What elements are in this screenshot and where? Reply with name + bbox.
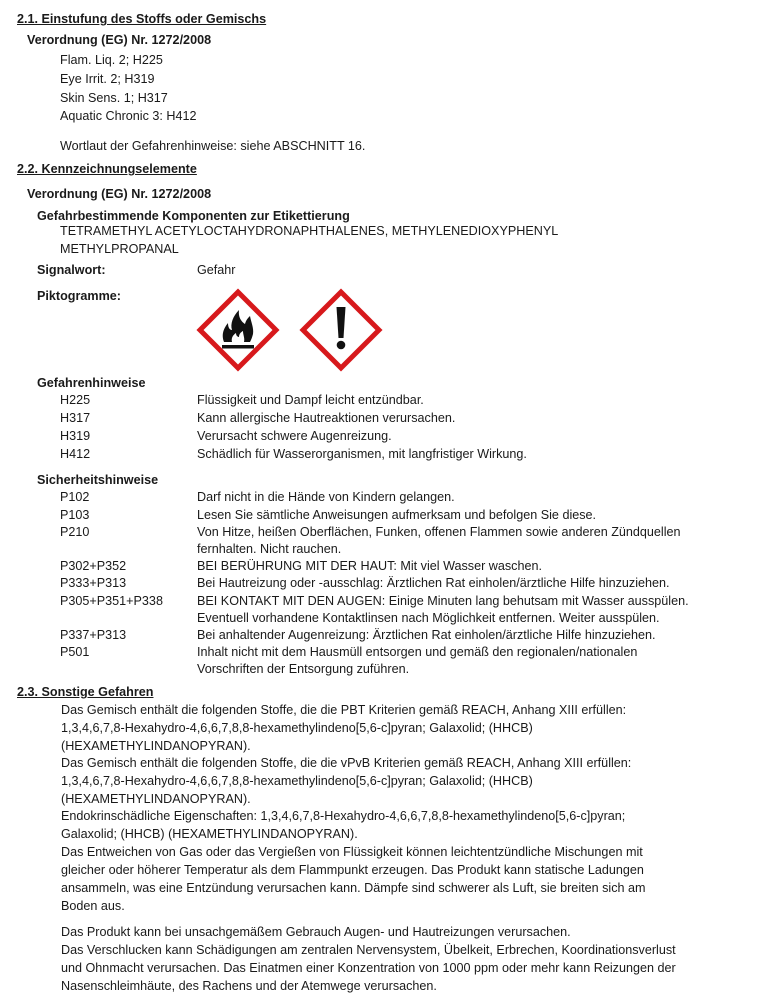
precaution-code: P333+P313 [60, 576, 127, 590]
precaution-text: fernhalten. Nicht rauchen. [197, 542, 342, 556]
precaution-code: P102 [60, 490, 90, 504]
components-line: TETRAMETHYL ACETYLOCTAHYDRONAPHTHALENES, METHYLENEDIOXYPHENYL [60, 224, 559, 238]
signal-word-value: Gefahr [197, 263, 236, 277]
regulation-label: Verordnung (EG) Nr. 1272/2008 [27, 33, 212, 47]
precaution-code: P103 [60, 508, 90, 522]
components-label: Gefahrbestimmende Komponenten zur Etikettierung [37, 209, 350, 223]
components-line: METHYLPROPANAL [60, 242, 179, 256]
paragraph-line: Boden aus. [61, 899, 125, 913]
paragraph-line: Nasenschleimhäute, des Rachens und der Atemwege verursachen. [61, 979, 437, 993]
paragraph-line: und Ohnmacht verursachen. Das Einatmen einer Konzentration von 1000 ppm oder mehr kann Reizungen der [61, 961, 676, 975]
hazard-code: H319 [60, 429, 91, 443]
precaution-text: Von Hitze, heißen Oberflächen, Funken, offenen Flammen sowie anderen Zündquellen [197, 525, 681, 539]
wording-note: Wortlaut der Gefahrenhinweise: siehe ABSCHNITT 16. [60, 139, 366, 153]
paragraph-line: Das Entweichen von Gas oder das Vergießen von Flüssigkeit können leichtentzündliche Mischungen mit [61, 845, 643, 859]
precaution-code: P305+P351+P338 [60, 594, 163, 608]
hazard-code: H412 [60, 447, 91, 461]
flammability-paragraph [61, 843, 751, 915]
precaution-code: P302+P352 [60, 559, 127, 573]
exclamation-mark-icon [299, 288, 383, 372]
hazard-text: Kann allergische Hautreaktionen verursachen. [197, 411, 456, 425]
paragraph-line: Das Gemisch enthält die folgenden Stoffe, die die PBT Kriterien gemäß REACH, Anhang XIII erfüllen: [61, 703, 627, 717]
hazard-statements-label: Gefahrenhinweise [37, 376, 146, 390]
precaution-text: Bei anhaltender Augenreizung: Ärztlichen Rat einholen/ärztliche Hilfe hinzuziehen. [197, 628, 656, 642]
paragraph-line: Galaxolid; (HHCB) (HEXAMETHYLINDANOPYRAN). [61, 827, 358, 841]
classification-item: Skin Sens. 1; H317 [60, 91, 168, 105]
endocrine-paragraph [61, 807, 751, 843]
section-2-1-heading: 2.1. Einstufung des Stoffs oder Gemischs [17, 12, 267, 26]
classification-item: Eye Irrit. 2; H319 [60, 72, 155, 86]
classification-item: Flam. Liq. 2; H225 [60, 53, 163, 67]
precaution-text: BEI KONTAKT MIT DEN AUGEN: Einige Minuten lang behutsam mit Wasser ausspülen. [197, 594, 689, 608]
paragraph-line: gleicher oder höherer Temperatur als dem Flammpunkt erzeugen. Das Produkt kann statische Ladungen [61, 863, 644, 877]
paragraph-line: 1,3,4,6,7,8-Hexahydro-4,6,6,7,8,8-hexamethylindeno[5,6-c]pyran; Galaxolid; (HHCB) [61, 721, 533, 735]
flame-icon [196, 288, 280, 372]
hazard-text: Schädlich für Wasserorganismen, mit langfristiger Wirkung. [197, 447, 527, 461]
section-2-3-heading: 2.3. Sonstige Gefahren [17, 685, 154, 699]
pictograms-label: Piktogramme: [37, 289, 121, 303]
regulation-label: Verordnung (EG) Nr. 1272/2008 [27, 187, 212, 201]
paragraph-line: Das Produkt kann bei unsachgemäßem Gebrauch Augen- und Hautreizungen verursachen. [61, 925, 571, 939]
precaution-text: Vorschriften der Entsorgung zuführen. [197, 662, 410, 676]
precaution-code: P501 [60, 645, 90, 659]
precaution-text: Inhalt nicht mit dem Hausmüll entsorgen und gemäß den regionalen/nationalen [197, 645, 638, 659]
paragraph-line: (HEXAMETHYLINDANOPYRAN). [61, 792, 251, 806]
precaution-code: P210 [60, 525, 90, 539]
paragraph-line: Das Verschlucken kann Schädigungen am zentralen Nervensystem, Übelkeit, Erbrechen, Koordinationsverlust [61, 943, 676, 957]
pbt-paragraph [61, 701, 751, 755]
hazard-code: H317 [60, 411, 91, 425]
vpvb-paragraph [61, 754, 751, 808]
section-2-2-heading: 2.2. Kennzeichnungselemente [17, 162, 197, 176]
health-effects-paragraph [61, 923, 751, 995]
precaution-text: Darf nicht in die Hände von Kindern gelangen. [197, 490, 455, 504]
precaution-text: Eventuell vorhandene Kontaktlinsen nach Möglichkeit entfernen. Weiter ausspülen. [197, 611, 660, 625]
precaution-text: Lesen Sie sämtliche Anweisungen aufmerksam und befolgen Sie diese. [197, 508, 597, 522]
hazard-text: Flüssigkeit und Dampf leicht entzündbar. [197, 393, 424, 407]
signal-word-label: Signalwort: [37, 263, 106, 277]
paragraph-line: (HEXAMETHYLINDANOPYRAN). [61, 739, 251, 753]
paragraph-line: Das Gemisch enthält die folgenden Stoffe, die die vPvB Kriterien gemäß REACH, Anhang XIII erfüllen: [61, 756, 632, 770]
precaution-text: Bei Hautreizung oder -ausschlag: Ärztlichen Rat einholen/ärztliche Hilfe hinzuziehen. [197, 576, 670, 590]
paragraph-line: ansammeln, was eine Entzündung verursachen kann. Dämpfe sind schwerer als Luft, sie breiten sich am [61, 881, 646, 895]
precaution-code: P337+P313 [60, 628, 127, 642]
precaution-text: BEI BERÜHRUNG MIT DER HAUT: Mit viel Wasser waschen. [197, 559, 542, 573]
paragraph-line: 1,3,4,6,7,8-Hexahydro-4,6,6,7,8,8-hexamethylindeno[5,6-c]pyran; Galaxolid; (HHCB) [61, 774, 533, 788]
precautionary-statements-label: Sicherheitshinweise [37, 473, 159, 487]
classification-item: Aquatic Chronic 3: H412 [60, 109, 197, 123]
hazard-code: H225 [60, 393, 91, 407]
hazard-text: Verursacht schwere Augenreizung. [197, 429, 392, 443]
paragraph-line: Endokrinschädliche Eigenschaften: 1,3,4,6,7,8-Hexahydro-4,6,6,7,8,8-hexamethylindeno[5,6-c]pyran; [61, 809, 626, 823]
